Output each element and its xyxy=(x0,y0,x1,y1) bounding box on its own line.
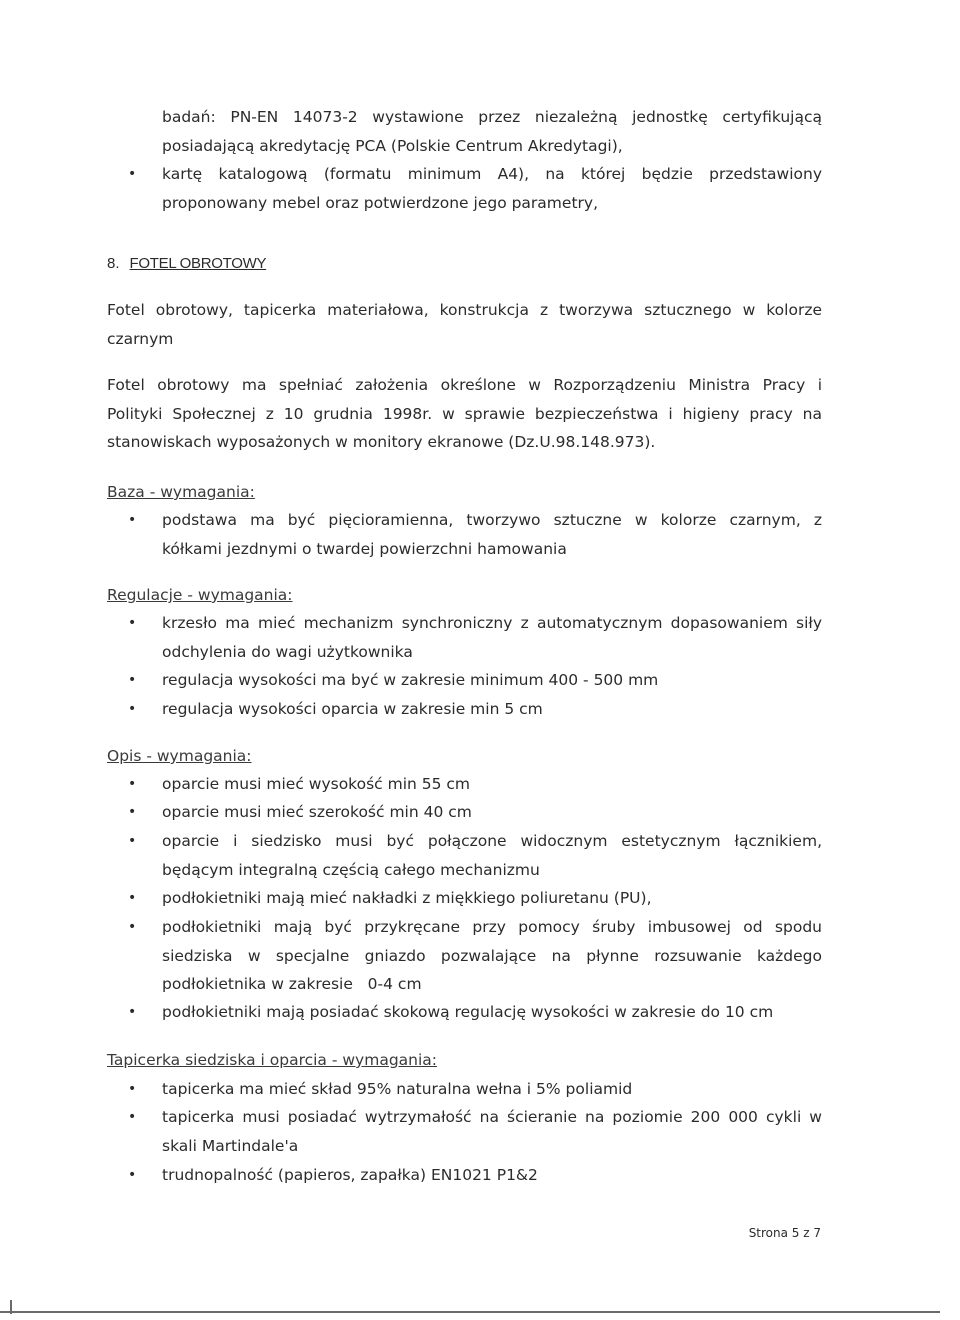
text-line: podłokietniki mają być przykręcane przy pomocy śruby imbusowej od spodu xyxy=(162,918,822,936)
text-line: proponowany mebel oraz potwierdzone jego parametry, xyxy=(162,193,598,212)
bullet: • xyxy=(128,1004,137,1020)
text-line: Polityki Społecznej z 10 grudnia 1998r. w sprawie bezpieczeństwa i higieny pracy na xyxy=(107,404,822,423)
text-line: podłokietniki mają posiadać skokową regulację wysokości w zakresie do 10 cm xyxy=(162,1003,774,1021)
bullet: • xyxy=(128,890,137,906)
list-item xyxy=(107,998,822,1027)
text-line: będącym integralną częścią całego mechanizmu xyxy=(162,860,540,879)
text-line: oparcie musi mieć szerokość min 40 cm xyxy=(162,803,472,821)
text-line: podłokietniki mają mieć nakładki z miękkiego poliuretanu (PU), xyxy=(162,889,652,907)
text-line: oparcie i siedzisko musi być połączone widocznym estetycznym łącznikiem, xyxy=(162,832,822,850)
text-line: siedziska w specjalne gniazdo pozwalające na płynne rozsuwanie każdego xyxy=(162,946,822,965)
page-number: Strona 5 z 7 xyxy=(748,1226,821,1240)
list-item xyxy=(107,827,822,884)
text-line: podstawa ma być pięcioramienna, tworzywo sztuczne w kolorze czarnym, z xyxy=(162,511,822,529)
scan-edge-line xyxy=(0,1311,940,1313)
list-item xyxy=(107,506,822,563)
text-line: odchylenia do wagi użytkownika xyxy=(162,642,413,661)
section-heading xyxy=(107,250,266,278)
text-line: skali Martindale'a xyxy=(162,1136,299,1155)
list-item xyxy=(107,695,822,724)
text-line: trudnopalność (papieros, zapałka) EN1021 P1&2 xyxy=(162,1166,538,1184)
text-line: kartę katalogową (formatu minimum A4), na której będzie przedstawiony xyxy=(162,165,822,183)
section-number: 8. xyxy=(107,255,120,272)
bullet: • xyxy=(128,833,137,849)
bullet: • xyxy=(128,776,137,792)
text-line: regulacja wysokości ma być w zakresie minimum 400 - 500 mm xyxy=(162,671,659,689)
continuation-paragraph xyxy=(162,103,822,160)
text-line: kółkami jezdnymi o twardej powierzchni hamowania xyxy=(162,539,567,558)
text-line: tapicerka ma mieć skład 95% naturalna wełna i 5% poliamid xyxy=(162,1080,633,1098)
bullet: • xyxy=(128,1167,137,1183)
bullet: • xyxy=(128,672,137,688)
bullet: • xyxy=(128,1081,137,1097)
bullet: • xyxy=(128,919,137,935)
intro-paragraph xyxy=(107,296,822,353)
text-line: Fotel obrotowy ma spełniać założenia określone w Rozporządzeniu Ministra Pracy i xyxy=(107,376,822,394)
text-line: stanowiskach wyposażonych w monitory ekranowe (Dz.U.98.148.973). xyxy=(107,433,656,451)
list-item xyxy=(107,913,822,999)
text-line: krzesło ma mieć mechanizm synchroniczny z automatycznym dopasowaniem siły xyxy=(162,614,822,632)
list-item xyxy=(107,798,822,827)
bullet: • xyxy=(128,512,137,528)
text-line: Fotel obrotowy, tapicerka materiałowa, konstrukcja z tworzywa sztucznego w kolorze xyxy=(107,301,822,319)
list-item xyxy=(107,1161,822,1190)
bullet: • xyxy=(128,804,137,820)
list-item xyxy=(107,1103,822,1160)
regulacje-heading: Regulacje - wymagania: xyxy=(107,586,293,604)
bullet: • xyxy=(128,615,137,631)
list-item xyxy=(107,884,822,913)
text-line: oparcie musi mieć wysokość min 55 cm xyxy=(162,775,471,793)
text-line: badań: PN-EN 14073-2 wystawione przez niezależną jednostkę certyfikującą xyxy=(162,108,822,126)
list-item xyxy=(107,666,822,695)
section-title: FOTEL OBROTOWY xyxy=(129,255,267,272)
tapicerka-heading: Tapicerka siedziska i oparcia - wymagania: xyxy=(107,1051,438,1069)
text-line: regulacja wysokości oparcia w zakresie min 5 cm xyxy=(162,700,543,718)
text-line: posiadającą akredytację PCA (Polskie Centrum Akredytagi), xyxy=(162,136,623,155)
list-item xyxy=(107,770,822,799)
text-line: podłokietnika w zakresie 0-4 cm xyxy=(162,975,422,993)
baza-heading: Baza - wymagania: xyxy=(107,483,255,501)
bullet: • xyxy=(128,166,137,182)
opis-heading: Opis - wymagania: xyxy=(107,747,252,765)
list-item xyxy=(107,609,822,666)
list-item xyxy=(107,160,822,217)
list-item xyxy=(107,1075,822,1104)
regulation-paragraph xyxy=(107,371,822,457)
text-line: czarnym xyxy=(107,329,174,348)
bullet: • xyxy=(128,701,137,717)
bullet: • xyxy=(128,1109,137,1125)
scan-edge-mark xyxy=(10,1300,12,1314)
text-line: tapicerka musi posiadać wytrzymałość na ścieranie na poziomie 200 000 cykli w xyxy=(162,1108,822,1126)
